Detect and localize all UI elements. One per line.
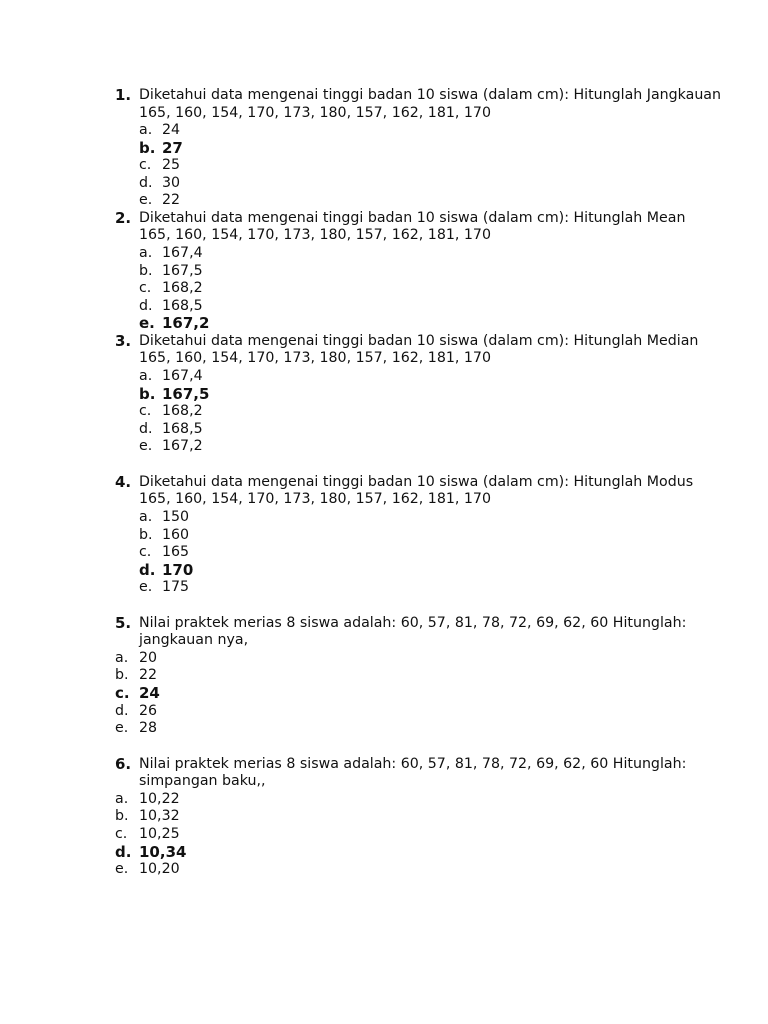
- answer-option: [0, 650, 768, 668]
- option-letter: d.: [139, 560, 156, 579]
- option-text: 167,2: [162, 438, 203, 455]
- option-text: 22: [162, 192, 181, 209]
- answer-option: [0, 509, 768, 527]
- option-text: 20: [139, 649, 158, 666]
- answer-option: [0, 562, 768, 580]
- option-text: 28: [139, 720, 158, 737]
- option-text: 10,20: [139, 861, 180, 878]
- option-text: 10,32: [139, 808, 180, 825]
- option-text: 168,2: [162, 403, 203, 420]
- question-data: 165, 160, 154, 170, 173, 180, 157, 162, 181, 170: [139, 491, 491, 508]
- answer-option: [0, 140, 768, 158]
- answer-option: [0, 808, 768, 826]
- question-data: 165, 160, 154, 170, 173, 180, 157, 162, 181, 170: [139, 350, 491, 367]
- question-number: 2.: [115, 208, 132, 227]
- question-data: 165, 160, 154, 170, 173, 180, 157, 162, 181, 170: [139, 227, 491, 244]
- option-letter: c.: [139, 157, 152, 174]
- question-5: [0, 615, 768, 650]
- option-text: 167,4: [162, 244, 203, 261]
- option-text: 25: [162, 157, 181, 174]
- answer-option: [0, 685, 768, 703]
- option-text: 150: [162, 508, 190, 525]
- option-letter: e.: [115, 720, 129, 737]
- question-data: 165, 160, 154, 170, 173, 180, 157, 162, 181, 170: [139, 104, 491, 121]
- answer-option: [0, 527, 768, 545]
- option-letter: a.: [139, 367, 153, 384]
- question-text: Diketahui data mengenai tinggi badan 10 siswa (dalam cm): Hitunglah Mean: [139, 209, 686, 226]
- answer-option: [0, 544, 768, 562]
- option-letter: e.: [115, 861, 129, 878]
- question-data: jangkauan nya,: [139, 632, 249, 649]
- question-6: [0, 756, 768, 791]
- option-letter: d.: [139, 420, 153, 437]
- option-text: 165: [162, 544, 190, 561]
- option-letter: c.: [115, 684, 130, 703]
- option-letter: b.: [139, 262, 153, 279]
- spacer: [0, 456, 768, 474]
- answer-option: [0, 667, 768, 685]
- answer-option: [0, 844, 768, 862]
- answer-option: [0, 826, 768, 844]
- option-letter: d.: [139, 174, 153, 191]
- option-letter: b.: [139, 138, 156, 157]
- option-text: 168,5: [162, 297, 203, 314]
- option-letter: a.: [139, 508, 153, 525]
- answer-option: [0, 703, 768, 721]
- question-text: Diketahui data mengenai tinggi badan 10 siswa (dalam cm): Hitunglah Jangkauan: [139, 87, 721, 103]
- option-text: 10,22: [139, 790, 180, 807]
- question-data: simpangan baku,,: [139, 773, 266, 790]
- option-text: 167,4: [162, 367, 203, 384]
- options-list: [0, 245, 768, 333]
- question-number: 5.: [115, 613, 132, 632]
- answer-option: [0, 280, 768, 298]
- answer-option: [0, 386, 768, 404]
- options-list: [0, 122, 768, 210]
- options-list: [0, 368, 768, 456]
- option-text: 24: [139, 684, 160, 703]
- option-letter: e.: [139, 314, 155, 333]
- option-text: 167,2: [162, 314, 210, 333]
- option-letter: a.: [115, 790, 129, 807]
- answer-option: [0, 298, 768, 316]
- option-letter: c.: [139, 280, 152, 297]
- option-letter: d.: [139, 297, 153, 314]
- option-text: 175: [162, 579, 190, 596]
- question-2: [0, 210, 768, 245]
- option-letter: b.: [115, 808, 129, 825]
- option-text: 27: [162, 138, 183, 157]
- options-list: [0, 791, 768, 879]
- answer-option: [0, 122, 768, 140]
- option-letter: a.: [139, 244, 153, 261]
- option-text: 167,5: [162, 384, 210, 403]
- option-letter: d.: [115, 842, 132, 861]
- option-letter: b.: [115, 667, 129, 684]
- answer-option: [0, 403, 768, 421]
- option-letter: b.: [139, 526, 153, 543]
- option-letter: d.: [115, 702, 129, 719]
- answer-option: [0, 368, 768, 386]
- options-list: [0, 650, 768, 738]
- question-3: [0, 333, 768, 368]
- option-text: 30: [162, 174, 181, 191]
- question-number: 6.: [115, 754, 132, 773]
- question-text: Diketahui data mengenai tinggi badan 10 siswa (dalam cm): Hitunglah Modus: [139, 473, 694, 490]
- option-letter: c.: [115, 826, 128, 843]
- answer-option: [0, 861, 768, 879]
- option-letter: c.: [139, 403, 152, 420]
- option-text: 10,34: [139, 842, 187, 861]
- question-number: 1.: [115, 86, 132, 104]
- answer-option: [0, 157, 768, 175]
- question-number: 3.: [115, 331, 132, 350]
- answer-option: [0, 315, 768, 333]
- answer-option: [0, 192, 768, 210]
- option-letter: a.: [115, 649, 129, 666]
- option-text: 167,5: [162, 262, 203, 279]
- option-text: 168,2: [162, 280, 203, 297]
- option-text: 160: [162, 526, 190, 543]
- option-letter: b.: [139, 384, 156, 403]
- question-text: Nilai praktek merias 8 siswa adalah: 60, 57, 81, 78, 72, 69, 62, 60 Hitunglah:: [139, 755, 687, 772]
- answer-option: [0, 720, 768, 738]
- answer-option: [0, 245, 768, 263]
- option-text: 10,25: [139, 826, 180, 843]
- option-letter: a.: [139, 122, 153, 138]
- spacer: [0, 738, 768, 756]
- answer-option: [0, 175, 768, 193]
- question-4: [0, 474, 768, 509]
- option-text: 26: [139, 702, 158, 719]
- option-letter: c.: [139, 544, 152, 561]
- option-letter: e.: [139, 192, 153, 209]
- question-text: Nilai praktek merias 8 siswa adalah: 60, 57, 81, 78, 72, 69, 62, 60 Hitunglah:: [139, 614, 687, 631]
- option-text: 24: [162, 122, 181, 138]
- options-list: [0, 509, 768, 597]
- answer-option: [0, 438, 768, 456]
- answer-option: [0, 421, 768, 439]
- option-letter: e.: [139, 579, 153, 596]
- answer-option: [0, 579, 768, 597]
- option-text: 170: [162, 560, 194, 579]
- question-number: 4.: [115, 472, 132, 491]
- option-text: 168,5: [162, 420, 203, 437]
- question-text: Diketahui data mengenai tinggi badan 10 siswa (dalam cm): Hitunglah Median: [139, 332, 699, 349]
- question-1: [0, 87, 768, 122]
- option-text: 22: [139, 667, 158, 684]
- spacer: [0, 597, 768, 615]
- option-letter: e.: [139, 438, 153, 455]
- answer-option: [0, 791, 768, 809]
- answer-option: [0, 263, 768, 281]
- quiz-document: [0, 87, 768, 879]
